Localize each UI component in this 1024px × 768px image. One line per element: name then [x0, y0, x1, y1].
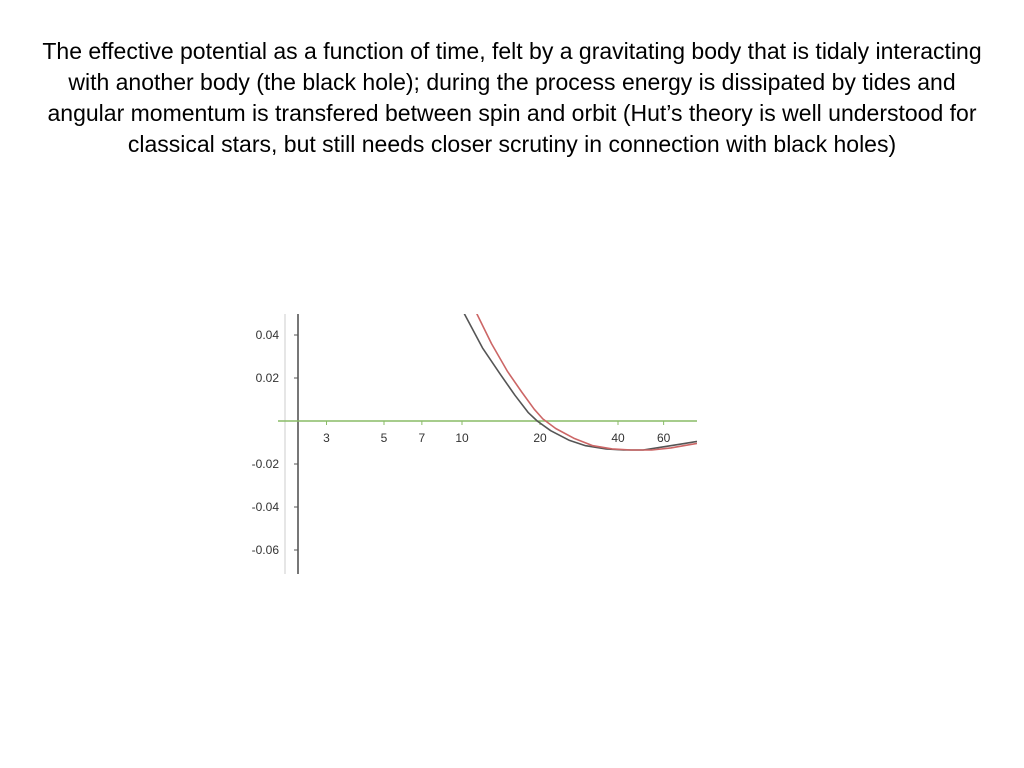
y-tick-label: -0.02	[251, 457, 279, 471]
potential-curve-red	[477, 314, 710, 451]
x-tick-label: 40	[611, 431, 625, 445]
y-tick-label: 0.04	[255, 328, 279, 342]
potential-curves	[464, 314, 709, 451]
y-axis	[285, 314, 298, 574]
x-tick-label: 5	[380, 431, 388, 445]
y-tick-label: 0.02	[255, 371, 279, 385]
y-tick-label: -0.06	[251, 543, 279, 557]
y-tick-labels	[252, 328, 280, 557]
x-tick-label: 20	[533, 431, 547, 445]
x-tick-label: 3	[323, 431, 330, 445]
x-tick-labels	[323, 431, 670, 445]
x-tick-label: 10	[455, 431, 469, 445]
potential-curve-grey	[464, 314, 709, 451]
y-tick-label: -0.04	[251, 500, 279, 514]
slide-caption: The effective potential as a function of time, felt by a gravitating body that is tidaly interacting with another body (the black hole); during the process energy is dissipated by tides and angular momentum is transfered between spin and orbit (Hut’s theory is well understood for classical stars, but still needs closer scrutiny in connection with black holes)	[42, 38, 982, 157]
x-tick-label: 60	[656, 431, 671, 445]
x-tick-label: 7	[418, 431, 426, 445]
